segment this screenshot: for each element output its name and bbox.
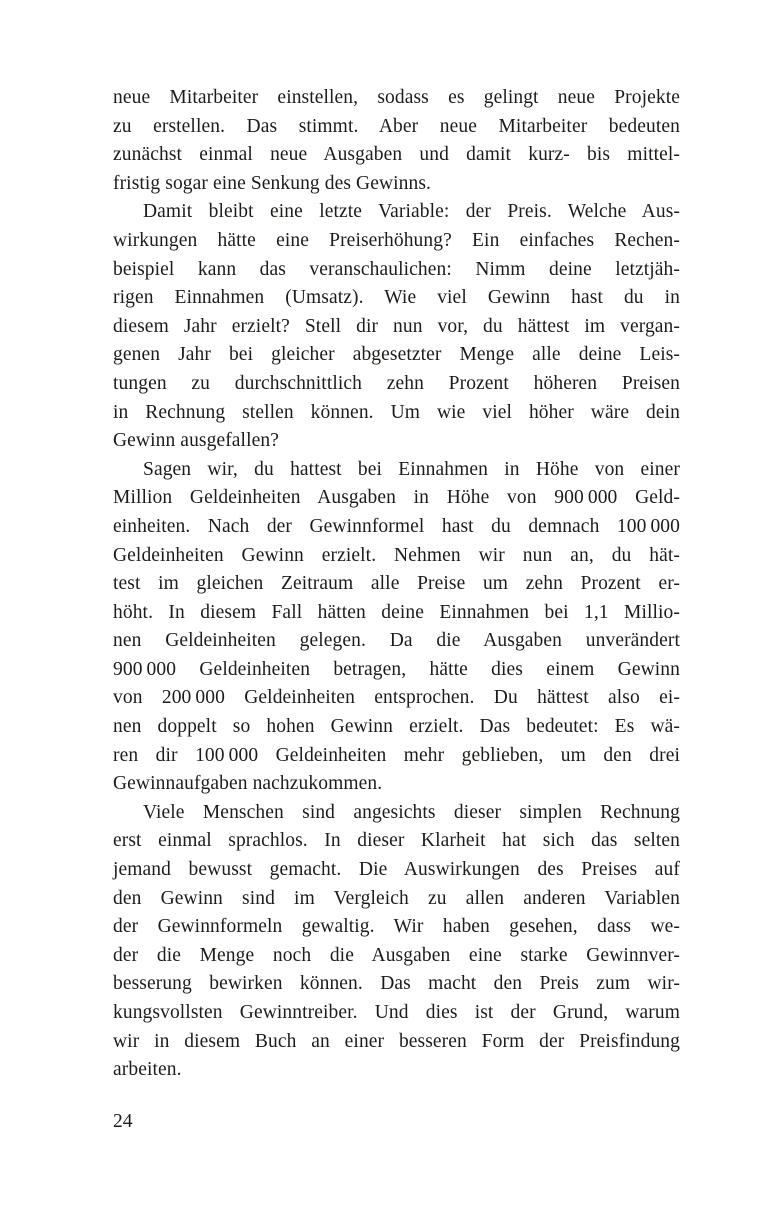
text-line: kungsvollsten Gewinntreiber. Und dies ist der Grund, warum [113,1002,680,1023]
text-line: test im gleichen Zeitraum alle Preise um zehn Prozent er- [113,573,680,595]
page-number: 24 [113,1111,133,1132]
text-line: ren dir 100 000 Geldeinheiten mehr geblieben, um den drei [113,744,680,766]
text-line: jemand bewusst gemacht. Die Auswirkungen des Preises auf [113,859,680,881]
paragraph [113,198,680,455]
text-line: diesem Jahr erzielt? Stell dir nun vor, du hättest im vergan- [113,315,680,337]
text-line: neue Mitarbeiter einstellen, sodass es gelingt neue Projekte [113,87,680,108]
paragraph [113,799,680,1085]
text-line: der Gewinnformeln gewaltig. Wir haben gesehen, dass we- [113,916,680,938]
text-line: besserung bewirken können. Das macht den Preis zum wir- [113,973,680,995]
text-line: rigen Einnahmen (Umsatz). Wie viel Gewinn hast du in [113,287,680,309]
text-line: zu erstellen. Das stimmt. Aber neue Mitarbeiter bedeuten [113,115,680,137]
text-line: erst einmal sprachlos. In dieser Klarheit hat sich das selten [113,830,680,852]
text-line: einheiten. Nach der Gewinnformel hast du demnach 100 000 [113,515,680,537]
text-line: höht. In diesem Fall hätten deine Einnahmen bei 1,1 Millio- [113,601,680,623]
text-line: in Rechnung stellen können. Um wie viel höher wäre dein [113,401,680,423]
text-line: der die Menge noch die Ausgaben eine starke Gewinnver- [113,944,680,966]
text-line: 900 000 Geldeinheiten betragen, hätte dies einem Gewinn [113,658,680,680]
text-line: tungen zu durchschnittlich zehn Prozent höheren Preisen [113,372,680,394]
text-line: den Gewinn sind im Vergleich zu allen anderen Variablen [113,887,680,909]
paragraph [113,456,680,799]
text-line: Viele Menschen sind angesichts dieser simplen Rechnung [143,801,680,823]
text-line: beispiel kann das veranschaulichen: Nimm deine letztjäh- [113,258,680,280]
text-line: nen doppelt so hohen Gewinn erzielt. Das bedeutet: Es wä- [113,716,680,738]
text-line: nen Geldeinheiten gelegen. Da die Ausgaben unverändert [113,630,680,652]
text-line: Geldeinheiten Gewinn erzielt. Nehmen wir nun an, du hät- [113,544,680,566]
text-line: Sagen wir, du hattest bei Einnahmen in Höhe von einer [143,458,680,480]
text-line: wir in diesem Buch an einer besseren Form der Preisfindung [113,1030,680,1052]
text-line: Gewinnaufgaben nachzukommen. [113,773,383,795]
text-line: Million Geldeinheiten Ausgaben in Höhe von 900 000 Geld- [113,487,680,509]
text-line: wirkungen hätte eine Preiserhöhung? Ein einfaches Rechen- [113,229,680,251]
text-line: fristig sogar eine Senkung des Gewinns. [113,172,432,194]
text-line: arbeiten. [113,1059,182,1081]
text-line: Damit bleibt eine letzte Variable: der Preis. Welche Aus- [143,201,680,223]
text-line: genen Jahr bei gleicher abgesetzter Menge alle deine Leis- [113,344,680,366]
body-text-block [113,84,680,1085]
text-line: zunächst einmal neue Ausgaben und damit kurz- bis mittel- [113,144,680,166]
paragraph [113,84,680,198]
text-line: von 200 000 Geldeinheiten entsprochen. Du hättest also ei- [113,687,680,709]
text-line: Gewinn ausgefallen? [113,430,279,452]
